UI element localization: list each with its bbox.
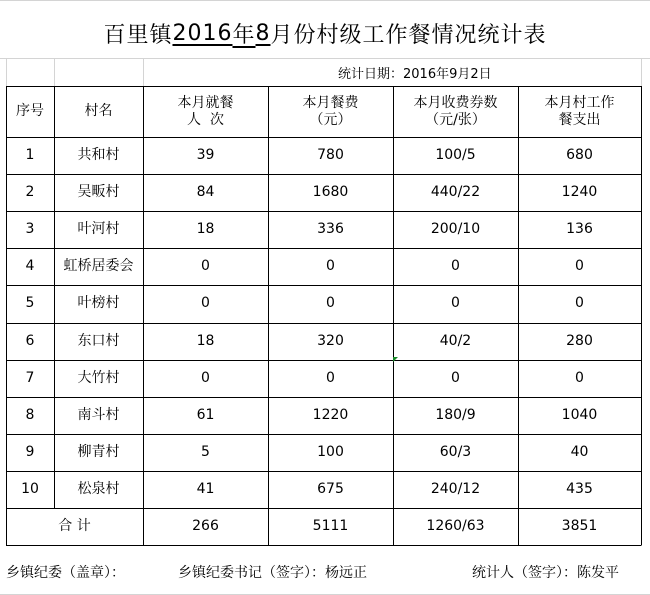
row-expense: 435 <box>566 480 593 497</box>
header-no: 序号 <box>16 103 44 119</box>
row-diners: 0 <box>201 258 210 275</box>
header-diners: 本月就餐 人 次 <box>177 94 234 128</box>
row-expense: 0 <box>575 258 584 275</box>
row-no: 6 <box>25 332 35 349</box>
row-vouchers: 180/9 <box>435 406 476 423</box>
header-vouchers: 本月收费券数 （元/张） <box>413 94 498 128</box>
row-expense: 680 <box>566 147 593 164</box>
row-meal-cost: 0 <box>326 369 335 386</box>
row-meal-cost: 675 <box>317 480 344 497</box>
row-no: 9 <box>25 443 35 460</box>
total-diners: 266 <box>192 518 219 535</box>
row-village: 叶榜村 <box>77 295 120 312</box>
cell-corner-mark <box>393 357 398 362</box>
row-village: 叶河村 <box>77 221 120 238</box>
row-no: 3 <box>25 221 35 238</box>
row-village: 柳青村 <box>77 443 120 460</box>
row-expense: 1240 <box>561 184 598 201</box>
row-vouchers: 40/2 <box>439 332 472 349</box>
row-vouchers: 440/22 <box>430 184 481 201</box>
row-diners: 61 <box>196 406 215 423</box>
row-meal-cost: 0 <box>326 295 335 312</box>
row-diners: 5 <box>201 443 210 460</box>
row-meal-cost: 0 <box>326 258 335 275</box>
row-village: 南斗村 <box>77 406 120 423</box>
row-meal-cost: 780 <box>317 147 344 164</box>
header-village: 村名 <box>84 103 113 119</box>
row-diners: 39 <box>196 147 215 164</box>
row-expense: 280 <box>566 332 593 349</box>
row-village: 东口村 <box>77 332 120 349</box>
title-year: 2016 <box>172 20 233 46</box>
row-diners: 18 <box>196 332 215 349</box>
row-expense: 40 <box>570 443 589 460</box>
row-village: 共和村 <box>77 147 120 164</box>
row-no: 10 <box>21 480 39 497</box>
footer-statistician: 统计人（签字）：陈发平 <box>472 565 619 581</box>
title-suffix: 月份村级工作餐情况统计表 <box>270 22 547 48</box>
row-expense: 0 <box>575 369 584 386</box>
row-meal-cost: 320 <box>317 332 344 349</box>
total-meal-cost: 5111 <box>312 518 349 535</box>
row-vouchers: 240/12 <box>430 480 481 497</box>
row-expense: 136 <box>566 221 593 238</box>
total-label: 合 计 <box>58 518 91 535</box>
row-no: 4 <box>25 258 35 275</box>
row-expense: 0 <box>575 295 584 312</box>
row-diners: 0 <box>201 369 210 386</box>
row-village: 大竹村 <box>77 369 120 386</box>
row-no: 2 <box>25 184 35 201</box>
row-vouchers: 0 <box>451 295 460 312</box>
row-village: 吴畈村 <box>77 184 120 201</box>
row-meal-cost: 336 <box>317 221 344 238</box>
row-diners: 84 <box>196 184 215 201</box>
row-vouchers: 200/10 <box>430 221 481 238</box>
header-meal-cost: 本月餐费 （元） <box>302 94 359 128</box>
row-diners: 41 <box>196 480 215 497</box>
row-vouchers: 0 <box>451 258 460 275</box>
stat-date: 统计日期：2016年9月2日 <box>338 66 492 82</box>
row-no: 1 <box>25 147 35 164</box>
title-prefix: 百里镇 <box>103 22 173 48</box>
title-month: 8 <box>255 20 271 46</box>
row-diners: 0 <box>201 295 210 312</box>
total-expense: 3851 <box>561 518 598 535</box>
row-meal-cost: 100 <box>317 443 344 460</box>
row-expense: 1040 <box>561 406 598 423</box>
footer-committee: 乡镇纪委（盖章）： <box>6 565 125 581</box>
row-no: 5 <box>25 295 35 312</box>
title-year-unit: 年 <box>232 22 256 48</box>
total-vouchers: 1260/63 <box>426 518 485 535</box>
row-no: 8 <box>25 406 35 423</box>
row-meal-cost: 1680 <box>312 184 349 201</box>
row-vouchers: 0 <box>451 369 460 386</box>
row-vouchers: 100/5 <box>435 147 476 164</box>
row-meal-cost: 1220 <box>312 406 349 423</box>
row-village: 松泉村 <box>77 480 120 497</box>
row-diners: 18 <box>196 221 215 238</box>
page-title <box>0 8 650 58</box>
row-vouchers: 60/3 <box>439 443 472 460</box>
header-expense: 本月村工作 餐支出 <box>544 94 615 128</box>
row-village: 虹桥居委会 <box>63 258 134 275</box>
footer-secretary: 乡镇纪委书记（签字）：杨远正 <box>178 565 367 581</box>
row-no: 7 <box>25 369 35 386</box>
